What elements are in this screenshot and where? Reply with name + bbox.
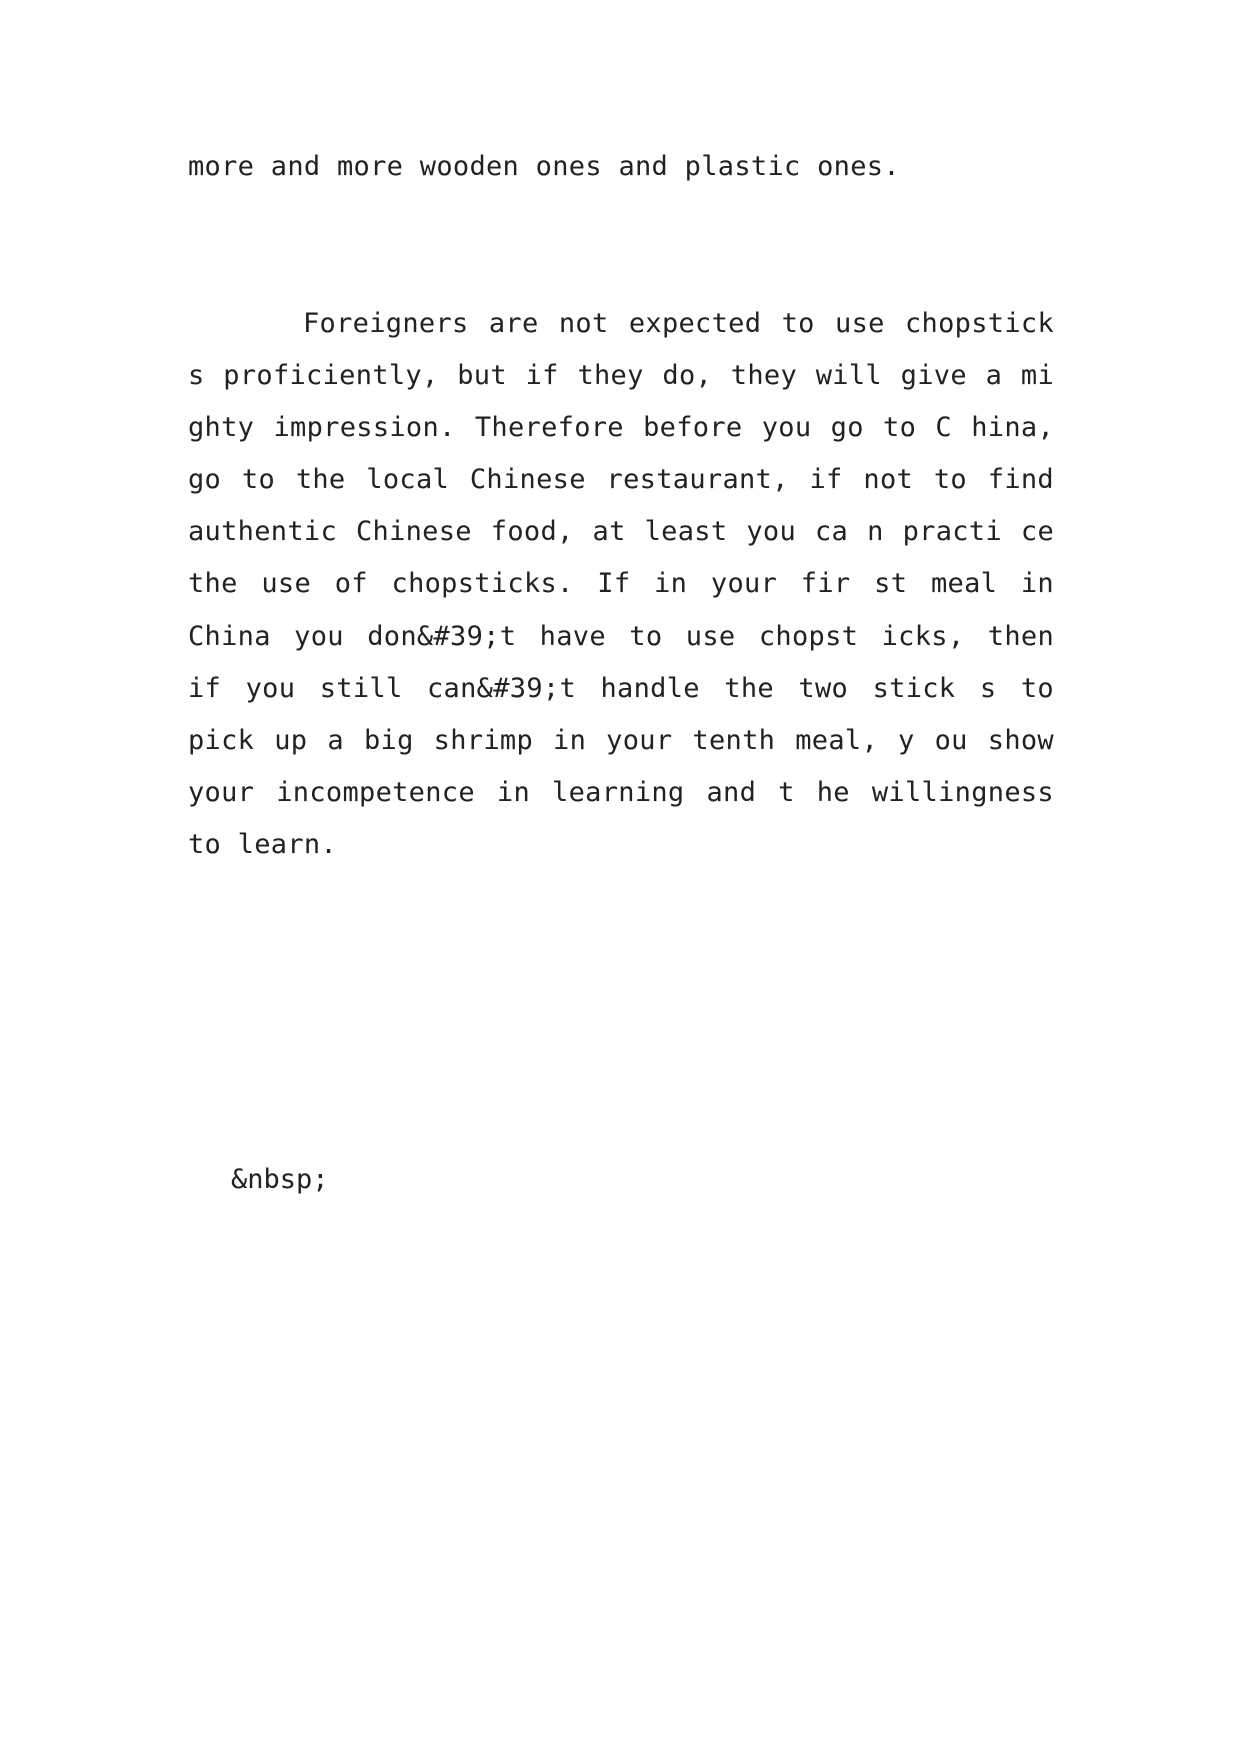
paragraph-line-10: your incompetence in learning and t he willingness [188,777,1054,808]
trailing-entity-text: &nbsp; [231,1164,329,1195]
paragraph-line-5: authentic Chinese food, at least you ca n practi ce [188,516,1054,547]
intro-line: more and more wooden ones and plastic ones. [188,151,900,182]
paragraph-line-7: China you don&#39;t have to use chopst icks, then [188,621,1054,652]
paragraph-line-8: if you still can&#39;t handle the two stick s to [188,673,1054,704]
paragraph-line-9: pick up a big shrimp in your tenth meal, y ou show [188,725,1054,756]
paragraph-line-3: ghty impression. Therefore before you go to C hina, [188,412,1054,443]
paragraph-line-2: s proficiently, but if they do, they will give a mi [188,360,1054,391]
paragraph-line-1: Foreigners are not expected to use chopstick [303,308,1054,339]
paragraph-line-6: the use of chopsticks. If in your fir st meal in [188,568,1054,599]
paragraph-line-4: go to the local Chinese restaurant, if not to find [188,464,1054,495]
paragraph-line-11: to learn. [188,829,337,860]
